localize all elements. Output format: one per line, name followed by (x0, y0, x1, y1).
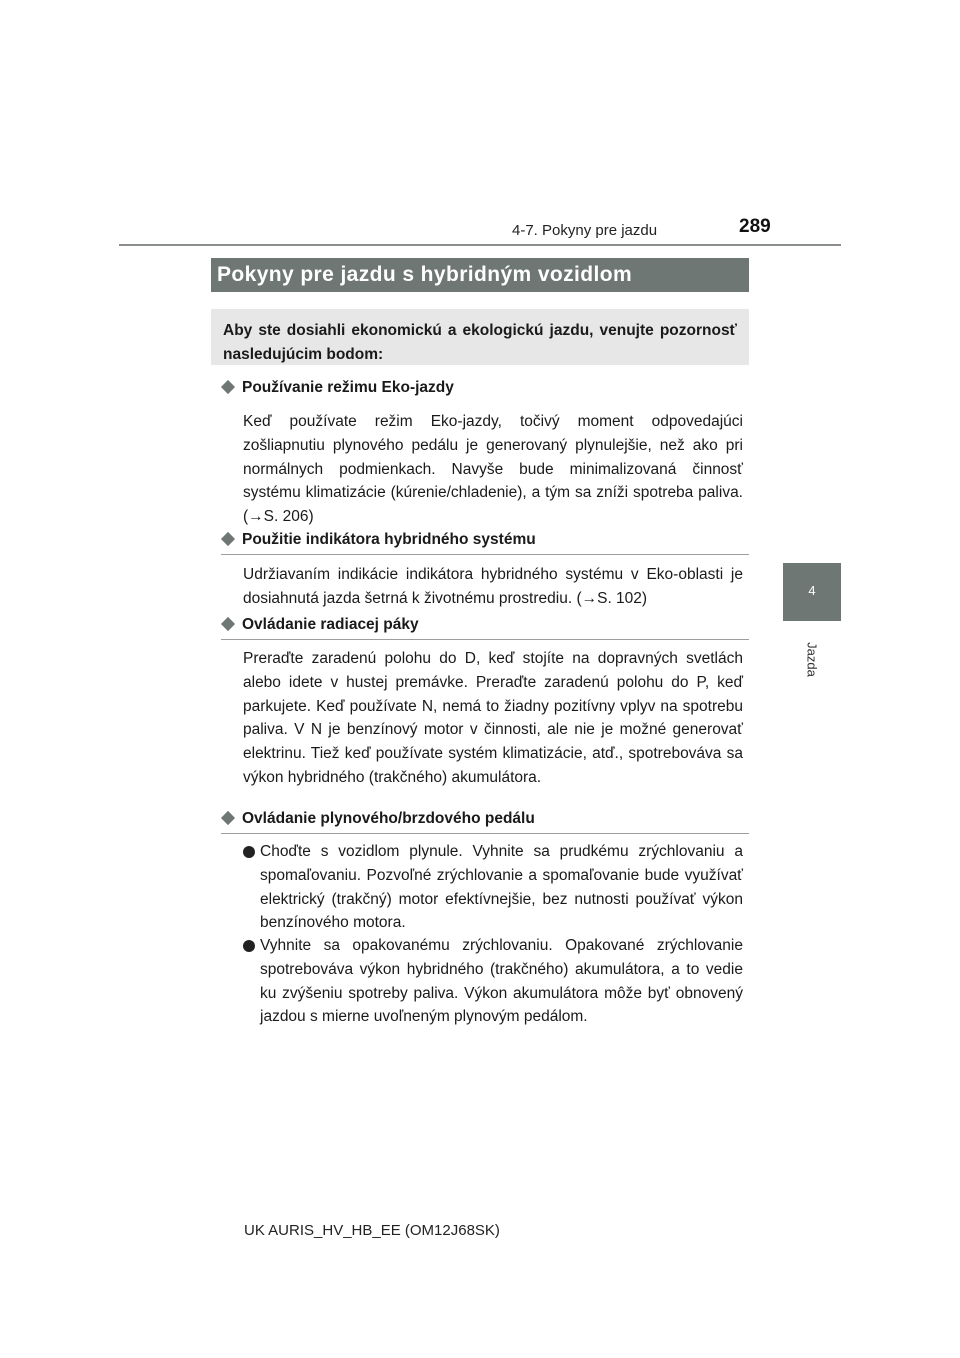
section-rule (221, 833, 749, 834)
page-title: Pokyny pre jazdu s hybridným vozidlom (211, 258, 749, 292)
list-item (243, 840, 743, 935)
chapter-label: Jazda (804, 642, 820, 677)
header-rule (119, 244, 841, 246)
header-section-title: 4-7. Pokyny pre jazdu (512, 222, 658, 239)
diamond-icon (221, 617, 235, 631)
diamond-icon (221, 532, 235, 546)
section-heading-hybrid-indicator (221, 531, 536, 549)
section-rule (221, 639, 749, 640)
section-heading-pedals (221, 810, 535, 828)
section-heading-shift-lever (221, 616, 419, 634)
diamond-icon (221, 811, 235, 825)
list-item (243, 934, 743, 1029)
intro-box: Aby ste dosiahli ekonomickú a ekologickú jazdu, venujte pozornosť nasledujúcim bodom: (211, 309, 749, 365)
section-rule (221, 554, 749, 555)
section-heading-text: Ovládanie radiacej páky (242, 616, 419, 633)
list-item-text: Vyhnite sa opakovanému zrýchlovaniu. Opakované zrýchlovanie spotrebováva výkon hybridného (trakčného) akumulátora, a to vedie ku zvýšeniu spotreby paliva. Výkon akumulátora môže byť obnovený jazdou s mierne uvoľneným plynovým pedálom. (260, 937, 743, 1026)
bullet-icon (243, 846, 255, 858)
section-heading-text: Ovládanie plynového/brzdového pedálu (242, 810, 535, 827)
list-item-text: Choďte s vozidlom plynule. Vyhnite sa prudkému zrýchlovaniu a spomaľovaniu. Pozvoľné zrýchlovanie a spomaľovanie bude využívať elektrický (trakčný) motor efektívnejšie, bez nutnosti používať výkon benzínového motora. (260, 843, 743, 932)
diamond-icon (221, 380, 235, 394)
chapter-side-tab (783, 563, 841, 621)
section-body-shift-lever: Preraďte zaradenú polohu do D, keď stojíte na dopravných svetlách alebo idete v hustej premávke. Preraďte zaradenú polohu do P, keď parkujete. Keď používate N, nemá to žiadny pozitívny vplyv na spotrebu paliva. V N je benzínový motor v činnosti, ale nie je možné generovať elektrinu. Tiež keď používate systém klimatizácie, atď., spotrebováva sa výkon hybridného (trakčného) akumulátora. (243, 650, 743, 786)
chapter-number: 4 (808, 583, 816, 598)
section-body-hybrid-indicator: Udržiavaním indikácie indikátora hybridného systému v Eko-oblasti je dosiahnutá jazda šetrná k životnému prostrediu. (→S. 102) (243, 566, 743, 607)
section-heading-eco-mode (221, 379, 454, 397)
page-number: 289 (739, 216, 771, 237)
section-body-eco-mode: Keď používate režim Eko-jazdy, točivý moment odpovedajúci zošliapnutiu plynového pedálu je generovaný plynulejšie, než ako pri normálnych podmienkach. Navyše bude minimalizovaná činnosť systému klimatizácie (kúrenie/chladenie), a tým sa zníži spotreba paliva. (→S. 206) (243, 413, 743, 526)
bullet-icon (243, 940, 255, 952)
section-heading-text: Používanie režimu Eko-jazdy (242, 379, 454, 396)
footer-document-code: UK AURIS_HV_HB_EE (OM12J68SK) (244, 1222, 500, 1239)
section-heading-text: Použitie indikátora hybridného systému (242, 531, 536, 548)
